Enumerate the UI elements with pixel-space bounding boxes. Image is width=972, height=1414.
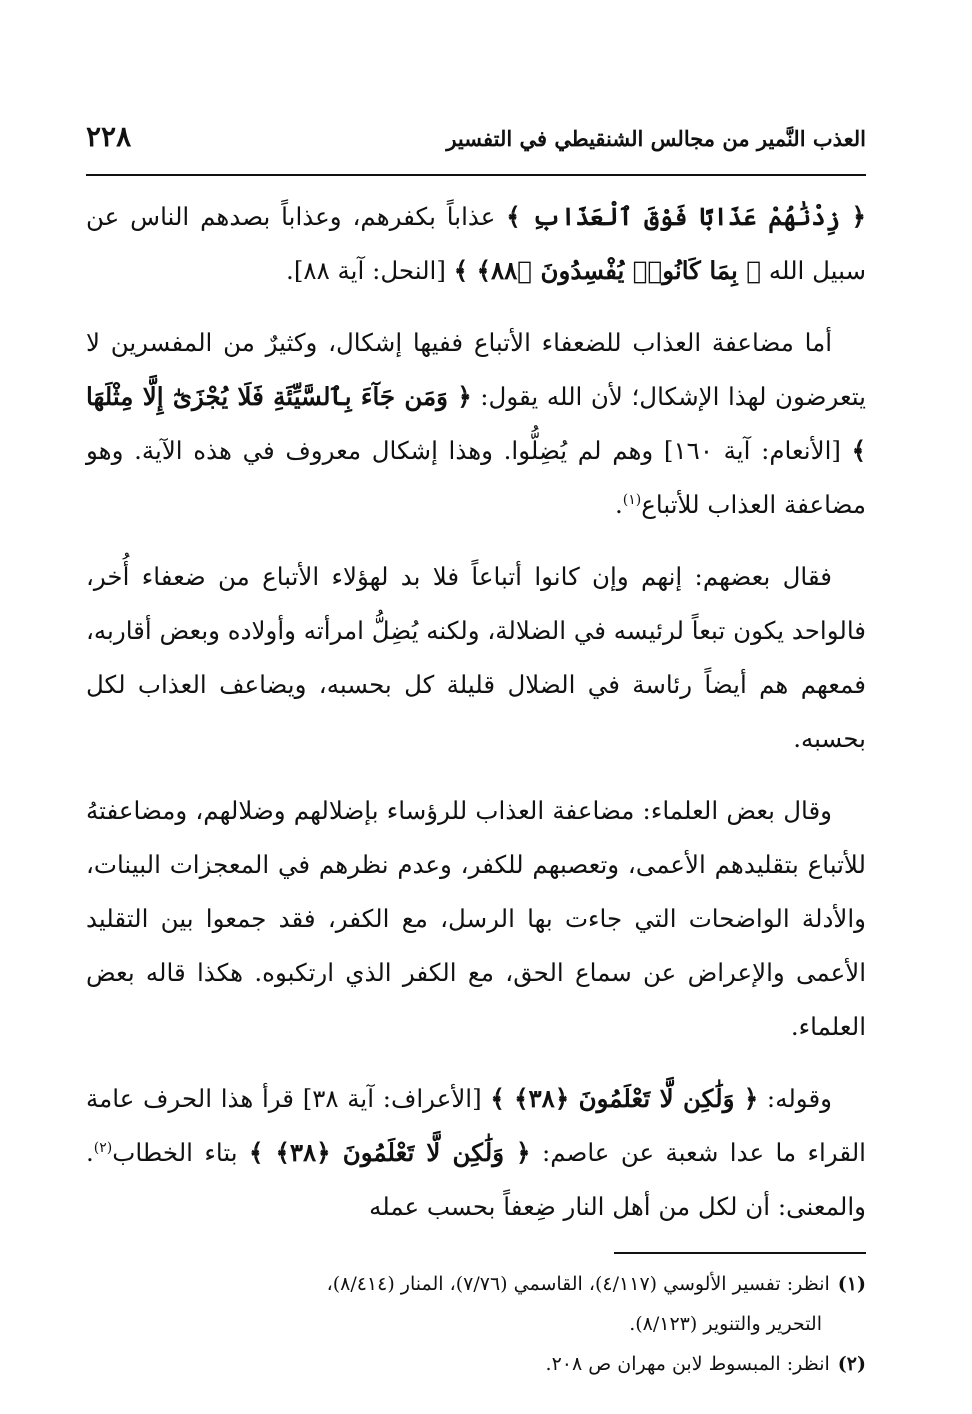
paragraph-text: [الأنعام: آية ١٦٠] وهم لم يُضِلُّوا. وهذا إشكال معروف في هذه الآية. وهو مضاعفة العذاب للأتباع [86,436,866,519]
main-text [86,190,866,1234]
footnote-number: (٢) [837,1353,866,1375]
page-number: ٢٢٨ [86,120,132,153]
footnotes [86,1264,866,1384]
quran-quote: ﴿ وَلَٰكِن لَّا تَعْلَمُونَ ﴿٣٨﴾ ﴾ [490,1084,759,1113]
footnote-ref[interactable]: (١) [622,491,642,508]
paragraph-text: عذاباً بكفرهم، وعذاباً بصدهم الناس عن سبيل الله [86,202,866,285]
quran-quote: ﴿ وَمَن جَآءَ بِٱلسَّيِّئَةِ فَلَا يُجْزَىٰٓ إِلَّا مِثْلَهَا ﴾ [86,382,866,465]
footnote-1-continuation: التحرير والتنوير (٨/١٢٣). [629,1313,822,1335]
paragraph-1 [86,190,866,298]
paragraph-text: . والمعنى: أن لكل من أهل النار ضِعفاً بحسب عمله [86,1138,866,1221]
paragraph-text: وقوله: [758,1084,832,1113]
footnote-text: انظر: تفسير الألوسي (٤/١١٧)، القاسمي (٧/٧٦)، المنار (٨/٤١٤)، [326,1273,830,1295]
page-header [86,120,866,176]
footnote-divider [614,1252,866,1254]
footnote-ref[interactable]: (٢) [93,1139,113,1156]
paragraph-text: بتاء الخطاب [112,1138,249,1167]
book-page [86,120,866,1384]
footnote-text: انظر: المبسوط لابن مهران ص ٢٠٨. [545,1353,830,1375]
paragraph-3: فقال بعضهم: إنهم وإن كانوا أتباعاً فلا بد لهؤلاء الأتباع من ضعفاء أُخر، فالواحد يكون تبعاً لرئيسه في الضلالة، ولكنه يُضِلُّ امرأته وأولاده وبعض أقاربه، فمعهم هم أيضاً رئاسة في الضلال قليلة كل بحسبه، ويضاعف العذاب لكل بحسبه. [86,562,866,753]
footnote-1 [86,1264,866,1304]
footnote-number: (١) [837,1273,866,1295]
running-title: العذب النَّمير من مجالس الشنقيطي في التفسير [446,126,866,151]
paragraph-text: [النحل: آية ٨٨]. [286,256,454,285]
paragraph-text: . [614,490,623,519]
quran-quote: ﴿ بِمَا كَانُوا۟ يُفْسِدُونَ ﴿٨٨﴾ ﴾ [453,256,762,285]
paragraph-4: وقال بعض العلماء: مضاعفة العذاب للرؤساء بإضلالهم وضلالهم، ومضاعفتهُ للأتباع بتقليدهم الأعمى، وتعصبهم للكفر، وعدم نظرهم في المعجزات البينات، والأدلة الواضحات التي جاءت بها الرسل، مع الكفر، فقد جمعوا بين التقليد الأعمى والإعراض عن سماع الحق، مع الكفر الذي ارتكبوه. هكذا قاله بعض العلماء. [86,796,866,1041]
footnote-2 [86,1344,866,1384]
paragraph-text: [الأعراف: آية ٣٨] قرأ هذا الحرف عامة القراء ما عدا شعبة عن عاصم: [86,1084,866,1167]
paragraph-5 [86,1072,866,1234]
paragraph-text: أما مضاعفة العذاب للضعفاء الأتباع ففيها إشكال، وكثيرٌ من المفسرين لا يتعرضون لهذا الإشكال؛ لأن الله يقول: [86,328,867,411]
quran-quote: ﴿ وَلَٰكِن لَّا تَعْلَمُونَ ﴿٣٨﴾ ﴾ [249,1138,531,1167]
quran-quote: ﴿ زِدْنَٰهُمْ عَذَابًا فَوْقَ ٱلْعَذَابِ ﴾ [506,202,866,231]
paragraph-2 [86,316,866,532]
